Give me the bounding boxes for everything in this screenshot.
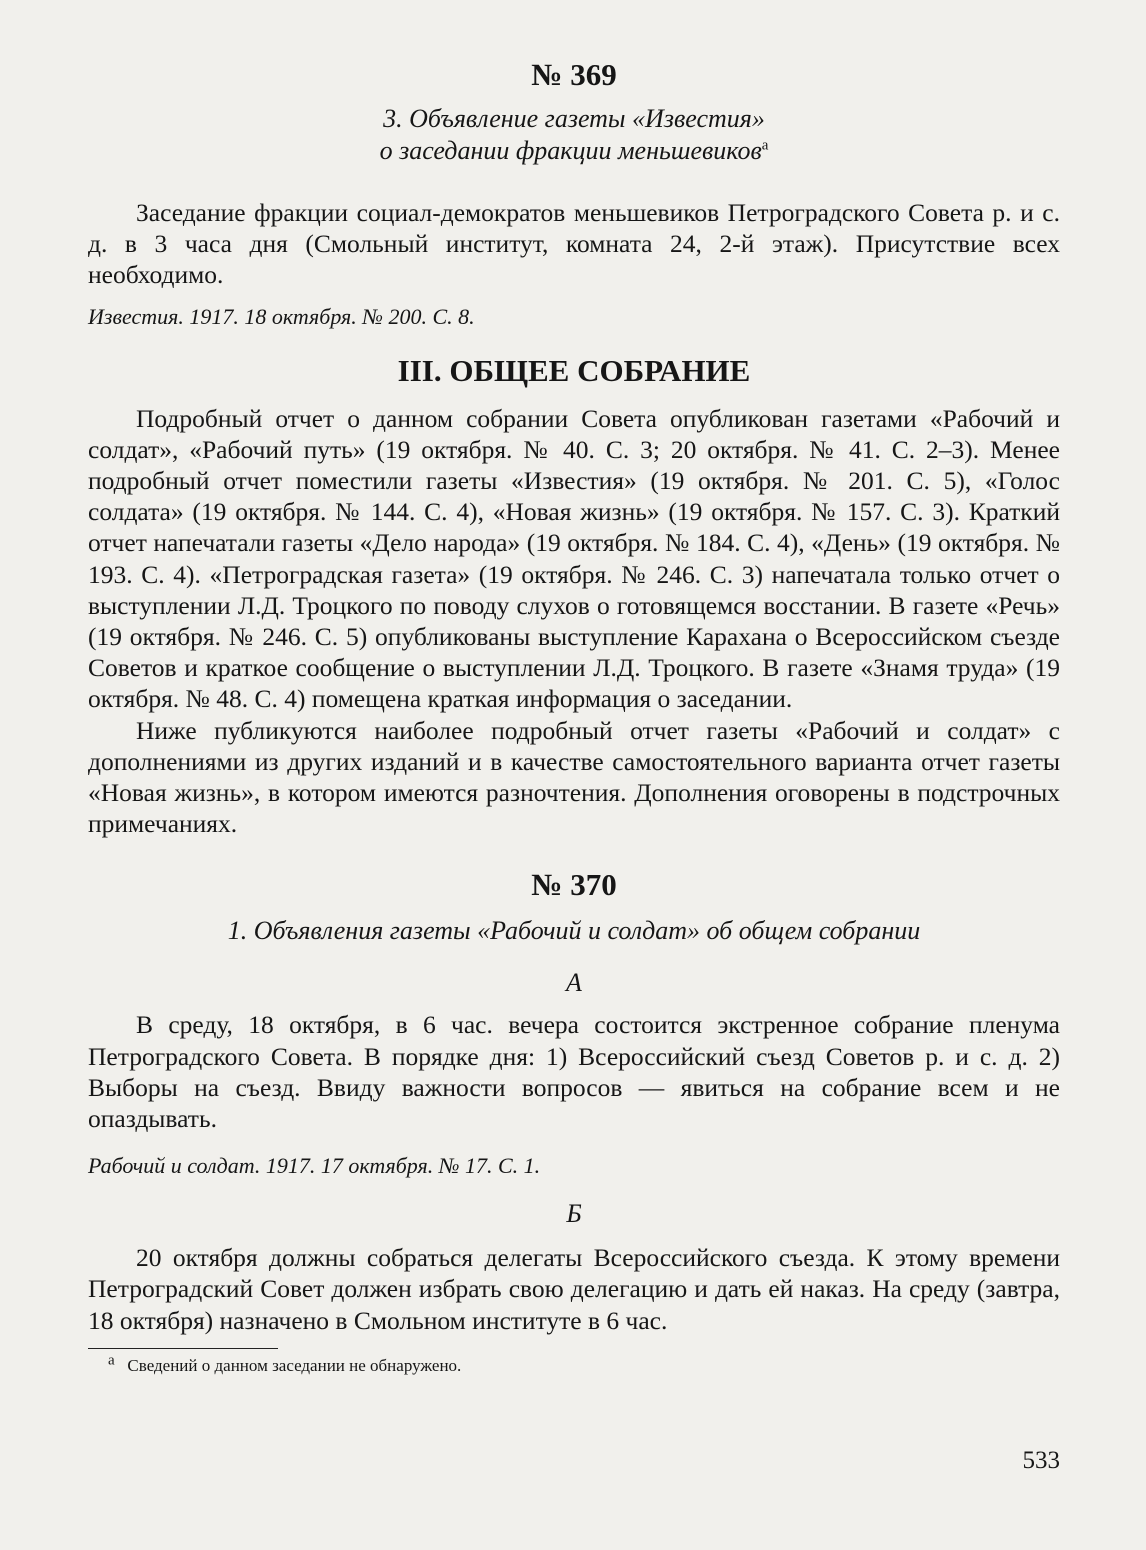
footnote-ref-a[interactable]: а <box>761 137 769 154</box>
doc-369-source: Известия. 1917. 18 октября. № 200. С. 8. <box>88 303 475 329</box>
doc-370-title: 1. Объявления газеты «Рабочий и солдат» об общем собрании <box>227 916 921 946</box>
doc-370-part-a-source: Рабочий и солдат. 1917. 17 октября. № 17. С. 1. <box>88 1153 541 1179</box>
doc-369-title-line2: о заседании фракции меньшевиков <box>379 136 762 165</box>
section-heading: III. ОБЩЕЕ СОБРАНИЕ <box>397 352 751 388</box>
page-number: 533 <box>1022 1447 1060 1474</box>
doc-369-number: № 369 <box>531 57 617 92</box>
doc-370-part-b-text: 20 октября должны собраться делегаты Всероссийского съезда. К этому времени Петроградский Совет должен избрать свою делегацию и дать ей наказ. На среду (завтра, 18 октября) назначено в Смольном институте в 6 час. <box>88 1243 1060 1335</box>
doc-369-text: Заседание фракции социал-демократов меньшевиков Петроградского Совета р. и с. д. в 3 часа дня (Смольный институт, комната 24, 2-й этаж). Присутствие всех необходимо. <box>88 198 1060 290</box>
footnote-mark: а <box>108 1352 115 1369</box>
footnote-divider <box>88 1348 278 1349</box>
doc-369-title <box>88 103 1060 167</box>
footnote <box>88 1352 1060 1377</box>
footnote-text: Сведений о данном заседании не обнаружено. <box>127 1355 462 1375</box>
section-intro-paragraph-1: Подробный отчет о данном собрании Совета опубликован газетами «Рабочий и солдат», «Рабочий путь» (19 октября. № 40. С. 3; 20 октября. № 41. С. 2–3). Менее подробный отчет поместили газеты «Известия» (19 октября. № 201. С. 5), «Голос солдата» (19 октября. № 144. С. 4), «Новая жизнь» (19 октября. № 157. С. 3). Краткий отчет напечатали газеты «Дело народа» (19 октября. № 184. С. 4), «День» (19 октября. № 193. С. 4). «Петроградская газета» (19 октября. № 246. С. 3) напечатала только отчет о выступлении Л.Д. Троцкого по поводу слухов о готовящемся восстании. В газете «Речь» (19 октября. № 246. С. 5) опубликованы выступление Карахана о Всероссийском съезде Советов и краткое сообщение о выступлении Л.Д. Троцкого. В газете «Знамя труда» (19 октября. № 48. С. 4) помещена краткая информация о заседании. <box>88 403 1060 714</box>
doc-369-title-line1: 3. Объявление газеты «Известия» <box>383 104 765 133</box>
doc-370-part-a-text: В среду, 18 октября, в 6 час. вечера состоится экстренное собрание пленума Петроградского Совета. В порядке дня: 1) Всероссийский съезд Советов р. и с. д. 2) Выборы на съезд. Ввиду важности вопросов — явиться на собрание всем и не опаздывать. <box>88 1010 1060 1134</box>
doc-370-part-b-label: Б <box>566 1199 582 1229</box>
doc-370-number: № 370 <box>531 867 617 903</box>
document-page <box>88 55 1060 1515</box>
section-intro-paragraph-2: Ниже публикуются наиболее подробный отчет газеты «Рабочий и солдат» с дополнениями из других изданий и в качестве самостоятельного варианта отчет газеты «Новая жизнь», в котором имеются разночтения. Дополнения оговорены в подстрочных примечаниях. <box>88 715 1060 839</box>
doc-370-part-a-label: А <box>566 968 582 998</box>
